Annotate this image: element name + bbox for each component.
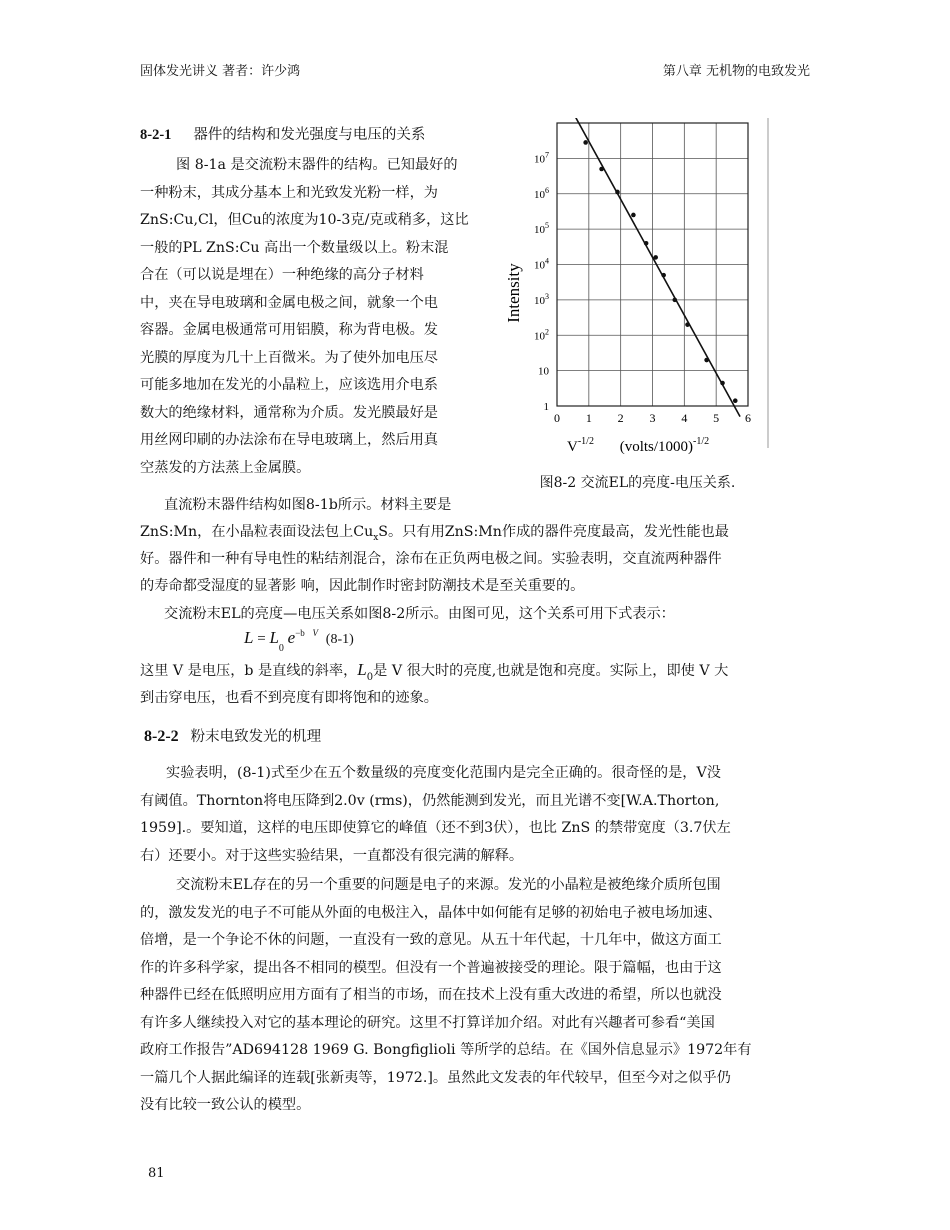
y-axis-label: Intensity — [505, 263, 523, 323]
formula-eq: = — [257, 631, 266, 647]
para4-line2: 到击穿电压，也看不到亮度有即将饱和的迹象。 — [140, 690, 438, 706]
x-tick-label: 3 — [649, 411, 656, 425]
text-line: 没有比较一致公认的模型。 — [140, 1097, 311, 1113]
page-number: 81 — [148, 1166, 165, 1181]
data-point — [615, 190, 620, 195]
figure-caption: 图8-2 交流EL的亮度-电压关系. — [539, 475, 736, 491]
text-line: 有阈值。Thornton将电压降到2.0v (rms)，仍然能测到发光，而且光谱不变[W.A.Thorton, — [140, 792, 720, 809]
x-axis-label — [567, 436, 709, 455]
text-line: ZnS:Cu,Cl，但Cu的浓度为10-3克/克或稍多，这比 — [140, 212, 469, 228]
data-point — [653, 255, 658, 260]
data-point — [644, 241, 649, 246]
text-line: 的，激发发光的电子不可能从外面的电极注入，晶体中如何能有足够的初始电子被电场加速、 — [140, 904, 722, 921]
text-line: 有许多人继续投入对它的基本理论的研究。这里不打算详加介绍。对此有兴趣者可参看“美国 — [140, 1014, 715, 1031]
y-tick-label: $10^2$ — [534, 327, 549, 343]
section-number: 8-2-2 — [144, 728, 179, 745]
para3-line: 交流粉末EL的亮度—电压关系如图8-2所示。由图可见，这个关系可用下式表示： — [164, 606, 675, 622]
formula-exp: −b — [295, 628, 305, 638]
data-point — [599, 167, 604, 172]
text-line: 一般的PL ZnS:Cu 高出一个数量级以上。粉末混 — [140, 239, 449, 256]
data-point — [720, 381, 725, 386]
y-tick-exponent: 2 — [545, 327, 549, 337]
para4-line1-a: 这里 V 是电压，b 是直线的斜率， — [140, 663, 358, 679]
paragraph-experiment — [140, 760, 812, 870]
text-line: 合在（可以说是埋在）一种绝缘的高分子材料 — [140, 267, 424, 283]
y-tick-label: 10 — [538, 365, 549, 378]
text-line: 一种粉末，其成分基本上和光致发光粉一样，为 — [140, 184, 438, 201]
y-tick-exponent: 7 — [545, 150, 549, 160]
text-line: 空蒸发的方法蒸上金属膜。 — [140, 459, 311, 476]
text-line: 光膜的厚度为几十上百微米。为了使外加电压尽 — [140, 349, 438, 366]
text-line: 可能多地加在发光的小晶粒上，应该选用介电系 — [140, 377, 438, 393]
x-label-part: -1/2 — [577, 436, 594, 447]
y-tick-exponent: 5 — [545, 221, 549, 231]
x-tick-label: 5 — [713, 411, 720, 425]
text-line: 交流粉末EL存在的另一个重要的问题是电子的来源。发光的小晶粒是被绝缘介质所包围 — [176, 877, 721, 893]
para2-line2-a: ZnS:Mn，在小晶粒表面设法包上Cu — [140, 524, 374, 540]
x-tick-label: 6 — [745, 411, 751, 425]
paragraph-electron-source — [140, 872, 812, 1120]
text-line: 政府工作报告”AD694128 1969 G. Bongfiglioli 等所学的总结。在《国外信息显示》1972年有 — [140, 1042, 752, 1058]
figure-intensity-voltage — [505, 118, 770, 458]
text-line: 用丝网印刷的办法涂布在导电玻璃上，然后用真 — [140, 432, 438, 448]
x-tick-label: 0 — [554, 411, 560, 425]
y-tick-exponent: 3 — [545, 291, 549, 301]
text-line: 容器。金属电极通常可用铝膜，称为背电极。发 — [140, 322, 438, 338]
text-line: 种器件已经在低照明应用方面有了相当的市场，而在技术上没有重大改进的希望，所以也就没 — [140, 987, 722, 1003]
para2-line2 — [140, 521, 729, 541]
formula-e: e — [287, 628, 296, 647]
x-label-part: (volts/1000) — [619, 439, 694, 455]
running-header-right: 第八章 无机物的电致发光 — [662, 64, 810, 79]
para4-L0-sub: 0 — [366, 672, 374, 683]
formula-lhs: L — [244, 628, 254, 647]
y-tick-label: $10^5$ — [534, 221, 549, 237]
data-point — [733, 398, 738, 403]
section-number: 8-2-1 — [140, 127, 172, 143]
data-point — [661, 273, 666, 278]
para2-line4: 的寿命都受湿度的显著影 响，因此制作时密封防潮技术是至关重要的。 — [140, 578, 585, 594]
data-point — [685, 322, 690, 327]
text-line: 1959].。要知道，这样的电压即使算它的峰值（还不到3伏），也比 ZnS 的禁带宽度（3.7伏左 — [140, 820, 731, 836]
text-line: 倍增，是一个争论不休的问题，一直没有一致的意见。从五十年代起，十几年中，做这方面工 — [140, 932, 722, 948]
text-line: 图 8-1a 是交流粉末器件的结构。已知最好的 — [176, 157, 458, 173]
text-line: 作的许多科学家，提出各不相同的模型。但没有一个普遍被接受的理论。限于篇幅，也由于这 — [140, 959, 722, 976]
data-point — [704, 358, 709, 363]
text-line: 右）还要小。对于这些实验结果，一直都没有很完满的解释。 — [140, 847, 524, 864]
y-tick-label: 1 — [543, 401, 549, 413]
para2-line3: 好。器件和一种有导电性的粘结剂混合，涂布在正负两电极之间。实验表明，交直流两种器件 — [140, 551, 722, 567]
formula-L0: L — [269, 628, 279, 647]
formula-label: (8-1) — [325, 632, 354, 647]
text-line: 一篇几个人据此编译的连载[张新夷等，1972.]。虽然此文发表的年代较早，但至今对之似乎仍 — [140, 1069, 731, 1086]
y-tick-exponent: 6 — [545, 185, 549, 195]
text-line: 数大的绝缘材料，通常称为介质。发光膜最好是 — [140, 404, 438, 421]
x-tick-label: 2 — [617, 411, 624, 425]
para2-line1: 直流粉末器件结构如图8-1b所示。材料主要是 — [164, 497, 452, 513]
section-heading-2 — [144, 725, 321, 746]
formula-L0-sub: 0 — [278, 643, 284, 654]
chart-svg — [505, 118, 770, 458]
para2-line2-sub: x — [373, 533, 379, 543]
section-title: 器件的结构和发光强度与电压的关系 — [193, 127, 426, 143]
y-tick-label: $10^3$ — [534, 291, 549, 307]
text-line: 中，夹在导电玻璃和金属电极之间，就象一个电 — [140, 294, 438, 311]
section-title: 粉末电致发光的机理 — [190, 729, 322, 745]
data-point — [631, 213, 636, 218]
data-point — [672, 298, 677, 303]
x-tick-label: 1 — [585, 411, 592, 425]
formula-V: V — [312, 628, 319, 638]
x-label-part: -1/2 — [693, 436, 710, 447]
para4-line1-b: 是 V 很大时的亮度,也就是饱和亮度。实际上，即使 V 大 — [373, 663, 729, 679]
para4-line1 — [140, 660, 729, 683]
x-label-part: V — [567, 439, 578, 455]
running-header-left: 固体发光讲义 著者：许少鸿 — [140, 64, 301, 79]
section-heading-1 — [140, 123, 425, 144]
y-tick-label: $10^6$ — [534, 185, 549, 201]
para2-line2-b: S。只有用ZnS:Mn作成的器件亮度最高，发光性能也最 — [378, 524, 729, 540]
text-line: 实验表明，(8-1)式至少在五个数量级的亮度变化范围内是完全正确的。很奇怪的是，V没 — [166, 765, 721, 781]
x-tick-label: 4 — [681, 411, 688, 425]
y-tick-exponent: 4 — [545, 256, 549, 266]
y-tick-label: $10^7$ — [534, 150, 549, 166]
data-point — [583, 140, 588, 145]
y-tick-label: $10^4$ — [534, 256, 549, 272]
paragraph-device-structure — [140, 152, 490, 482]
fit-line — [573, 118, 740, 417]
para4-L0: L — [357, 660, 367, 679]
equation-8-1 — [244, 628, 354, 654]
